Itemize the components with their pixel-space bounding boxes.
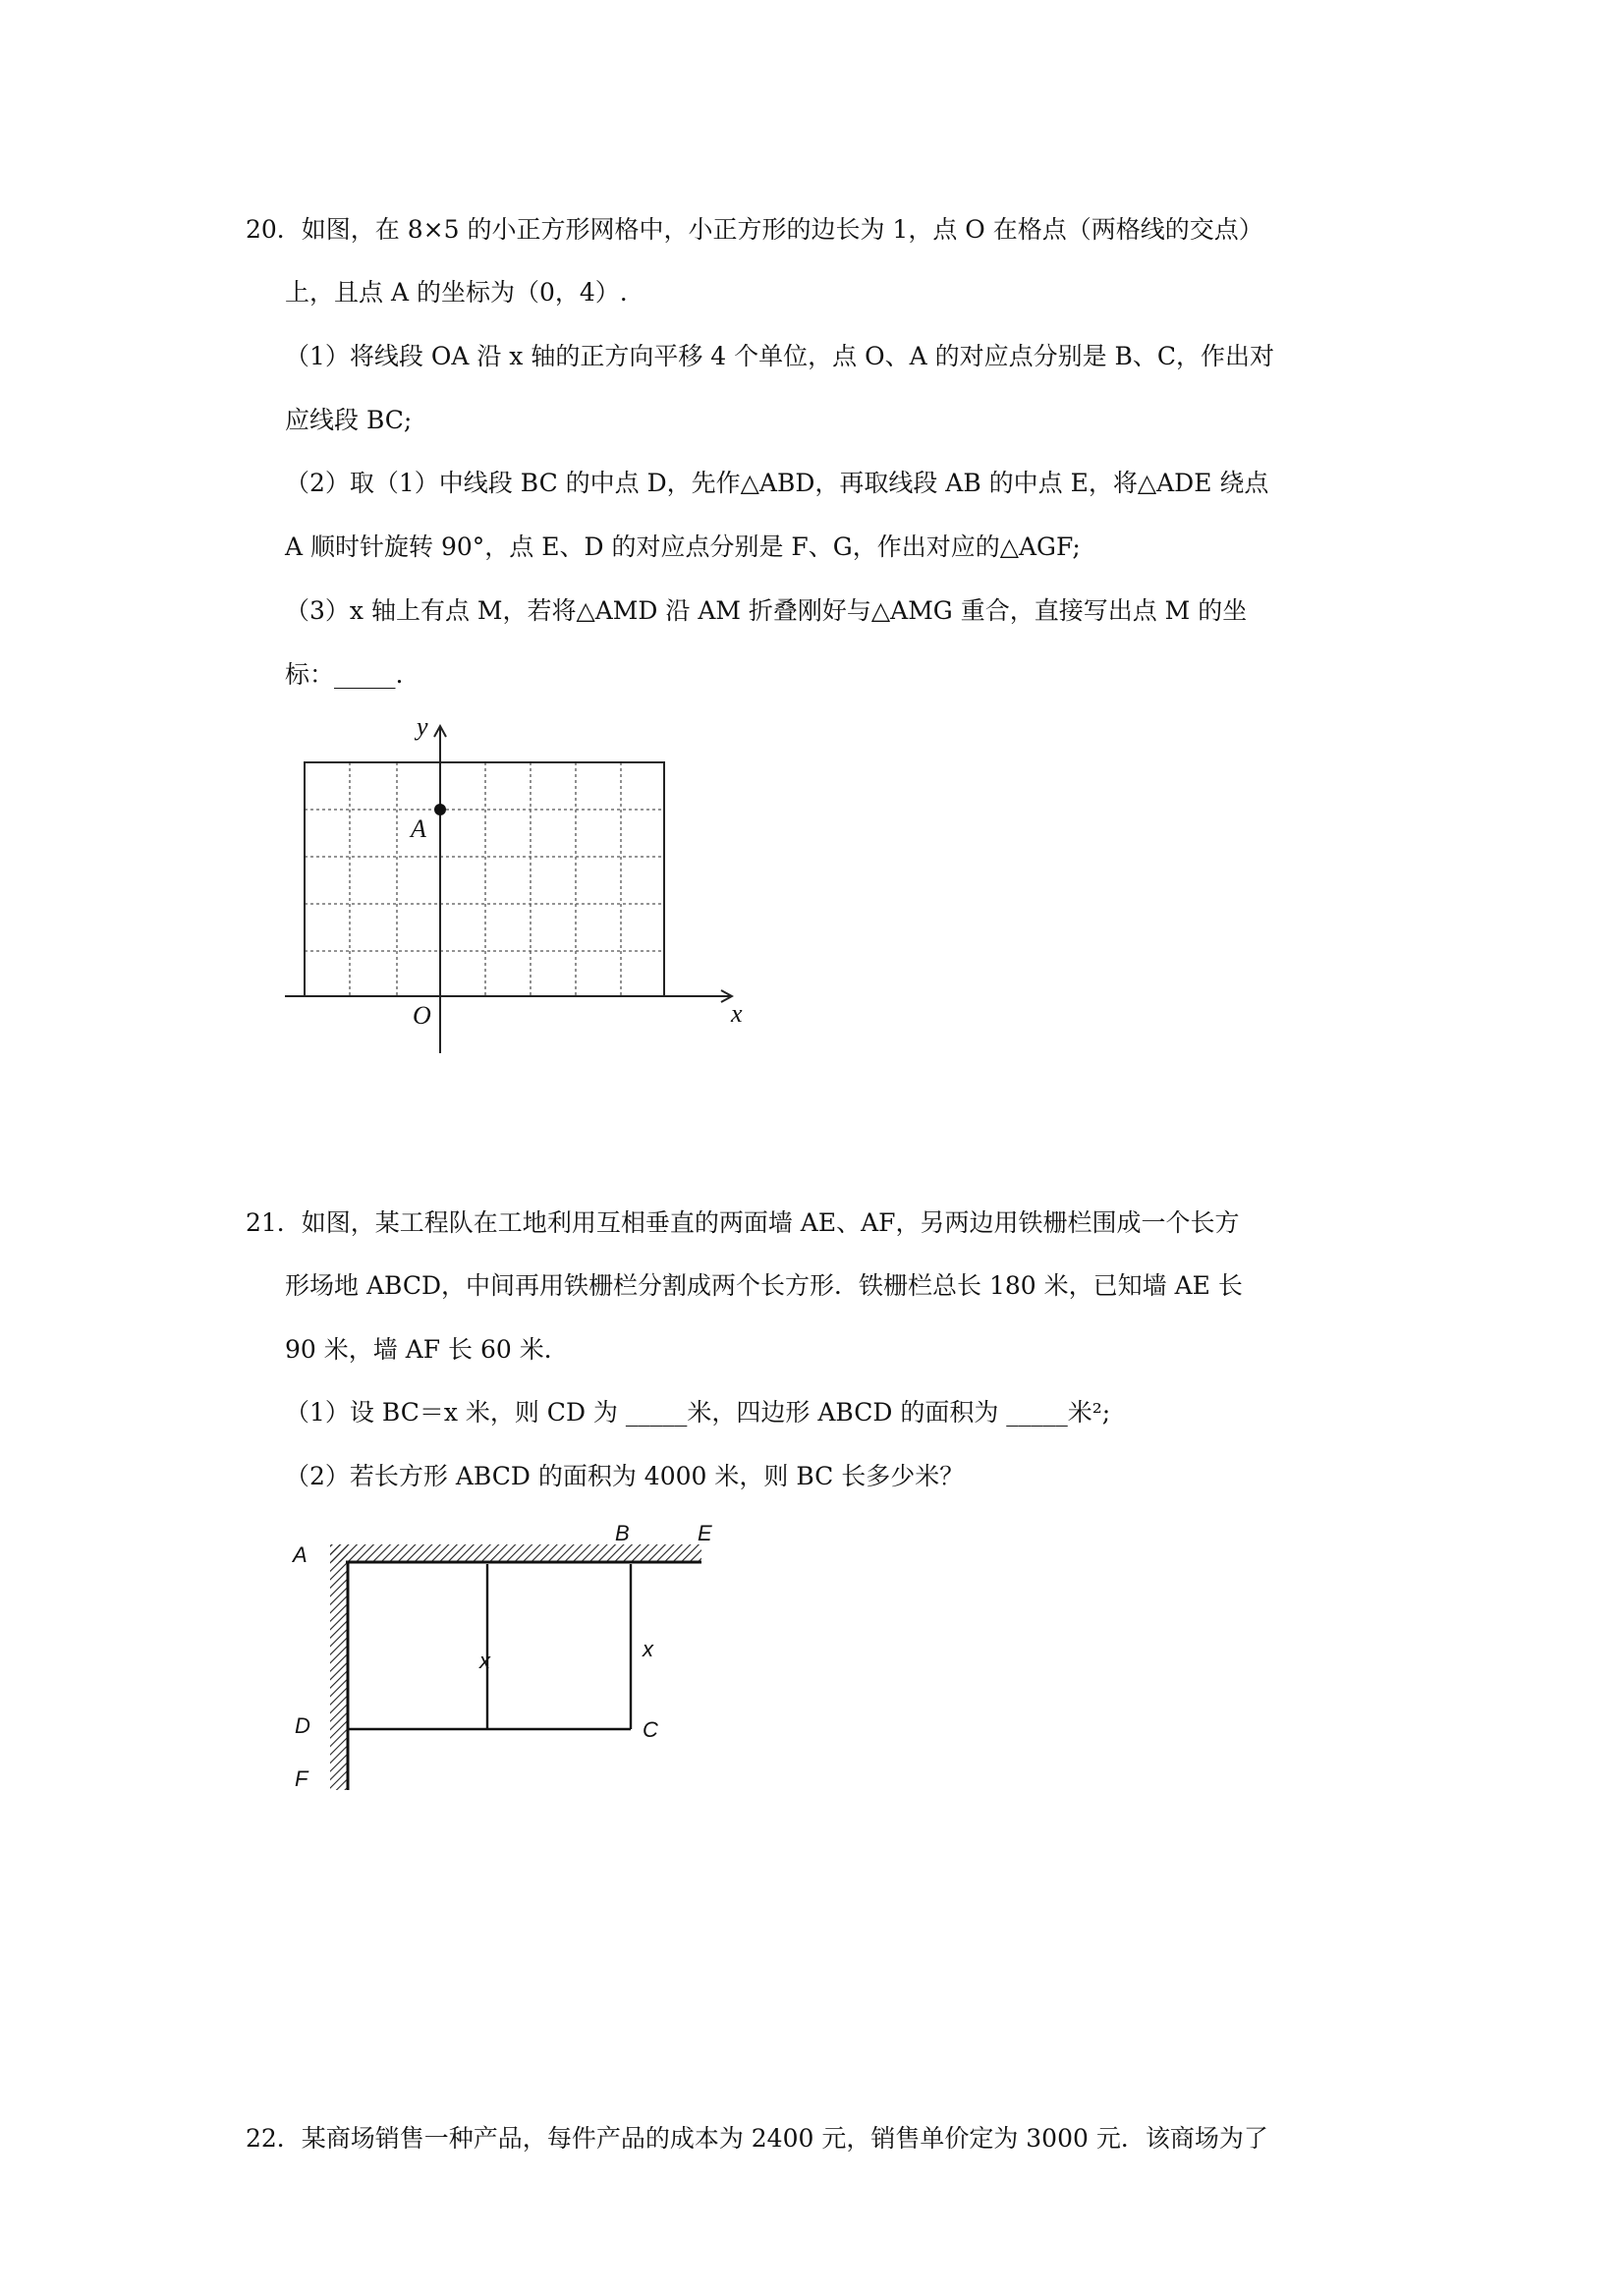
label-d: D: [295, 1713, 310, 1738]
q21-line-2: 形场地 ABCD，中间再用铁栅栏分割成两个长方形．铁栅栏总长 180 米，已知墙 AE 长: [285, 1271, 1243, 1300]
q20-line-6: A 顺时针旋转 90°，点 E、D 的对应点分别是 F、G，作出对应的△AGF;: [285, 532, 1081, 561]
q21-line-3: 90 米，墙 AF 长 60 米．: [285, 1335, 569, 1364]
q20-line-3: （1）将线段 OA 沿 x 轴的正方向平移 4 个单位，点 O、A 的对应点分别是 B、C，作出对: [285, 342, 1275, 370]
q21-line-1: 21．如图，某工程队在工地利用互相垂直的两面墙 AE、AF，另两边用铁栅栏围成一个长方: [246, 1208, 1240, 1237]
label-f: F: [295, 1766, 308, 1791]
q22-line-1: 22．某商场销售一种产品，每件产品的成本为 2400 元，销售单价定为 3000 元．该商场为了: [246, 2124, 1268, 2153]
label-e: E: [698, 1521, 712, 1545]
label-a: A: [293, 1542, 308, 1567]
point-a-label: A: [411, 814, 426, 843]
origin-label: O: [413, 1001, 431, 1030]
q20-line-1: 20．如图，在 8×5 的小正方形网格中，小正方形的边长为 1，点 O 在格点（两格线的交点）: [246, 215, 1263, 244]
q20-line-8: 标：_____.: [285, 660, 404, 689]
label-c: C: [643, 1717, 658, 1742]
q20-line-4: 应线段 BC;: [285, 406, 413, 434]
y-axis-label: y: [417, 712, 428, 741]
q20-line-7: （3）x 轴上有点 M，若将△AMD 沿 AM 折叠刚好与△AMG 重合，直接写出点 M 的坐: [285, 596, 1248, 625]
wall-af-hatch: [330, 1544, 348, 1790]
label-x-middle: x: [479, 1649, 490, 1673]
label-b: B: [615, 1521, 630, 1545]
label-x-right: x: [643, 1637, 653, 1661]
wall-ae-hatch: [330, 1544, 701, 1562]
x-axis-label: x: [731, 999, 743, 1028]
q21-line-4: （1）设 BC＝x 米，则 CD 为 _____米，四边形 ABCD 的面积为 _____米²;: [285, 1398, 1111, 1427]
q20-line-5: （2）取（1）中线段 BC 的中点 D，先作△ABD，再取线段 AB 的中点 E，将△ADE 绕点: [285, 469, 1269, 497]
q20-line-2: 上，且点 A 的坐标为（0，4）.: [285, 278, 628, 307]
q21-line-5: （2）若长方形 ABCD 的面积为 4000 米，则 BC 长多少米？: [285, 1462, 965, 1490]
